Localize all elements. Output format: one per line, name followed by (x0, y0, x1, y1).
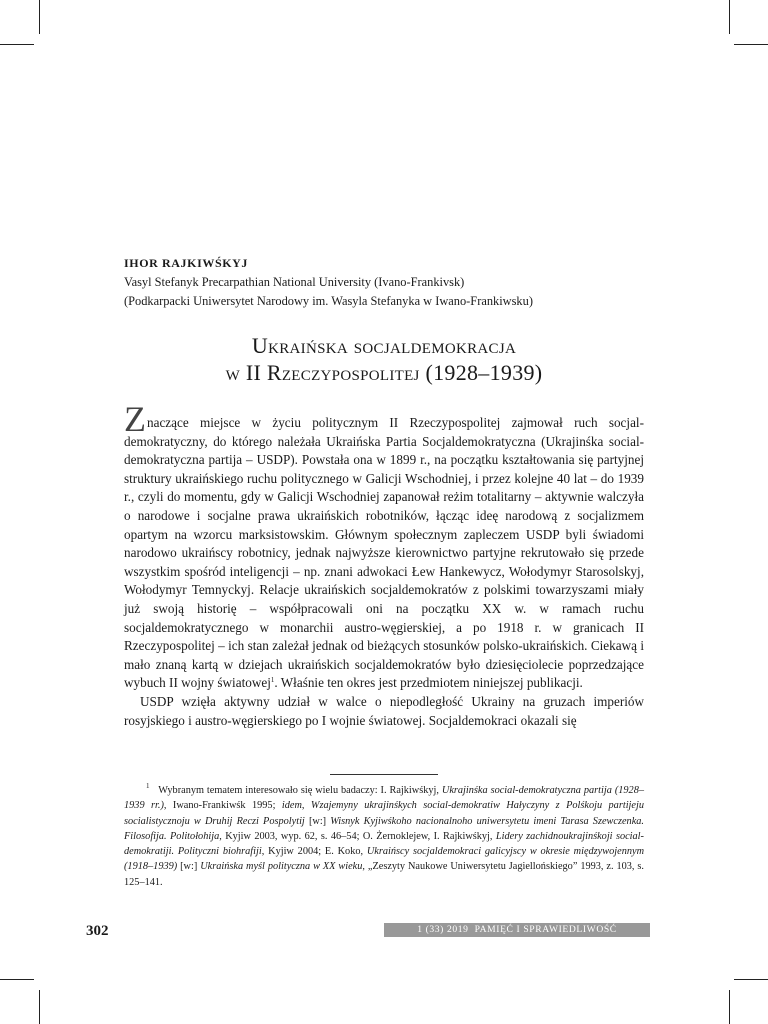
issue-number: 1 (33) 2019 (417, 924, 469, 935)
paragraph: USDP wzięła aktywny udział w walce o niepodległość Ukrainy na gruzach imperiów rosyjskiego i austro-węgierskiego po I wojnie światowej. Socjaldemokraci okazali się (124, 693, 644, 728)
paragraph-text: . Właśnie ten okres jest przedmiotem niniejszej publikacji. (274, 675, 583, 691)
footnote-mark: 1 (146, 782, 150, 790)
footnote-title: Ukrajinśka social-demokratyczna partija (1928–1939 rr.) (124, 785, 645, 812)
footnote-text: , Kyjiw 2004; E. Koko, (261, 846, 367, 858)
crop-mark (729, 0, 730, 34)
crop-mark (39, 990, 40, 1024)
footnote-text: [w:] (304, 815, 331, 827)
crop-mark (734, 44, 768, 45)
footnote-text: , „Zeszyty Naukowe Uniwersytetu Jagiellońskiego” 1993, z. 103, s. 125–141. (124, 861, 645, 888)
page-number: 302 (86, 923, 109, 939)
footnote-divider (330, 774, 438, 775)
footnote-text: , (301, 800, 311, 812)
footnote-text: , Iwano-Frankiwśk 1995; (163, 800, 282, 812)
paragraph (124, 399, 644, 693)
footnote-title: Ukraińscy socjaldemokraci galicyjscy w okresie międzywojennym (1918–1939) (124, 846, 645, 873)
crop-mark (729, 990, 730, 1024)
title-line-1: Ukraińska socjaldemokracja (251, 333, 517, 358)
article-body (124, 399, 644, 730)
footnote-text: [w:] (177, 861, 201, 873)
drop-cap: Z (124, 399, 146, 439)
article-title (100, 332, 668, 386)
footnote-text: , Kyjiw 2003, wyp. 62, s. 46–54; O. Żernoklejew, I. Rajkiwśkyj, (219, 830, 496, 842)
author-block (124, 254, 654, 311)
footnote-title: Wzajemyny ukrajinśkych social-demokratiw Hałyczyny z Polśkoju partijeju socialistycznoju w Druhij Reczi Pospolytij (124, 800, 644, 827)
author-affiliation-polish: (Podkarpacki Uniwersytet Narodowy im. Wasyla Stefanyka w Iwano-Frankiwsku) (124, 294, 533, 308)
journal-name: PAMIĘĆ I SPRAWIEDLIWOŚĆ (474, 924, 617, 935)
footnote-title: Wisnyk Kyjiwśkoho nacionalnoho uniwersytetu imeni Tarasa Szewczenka. Filosofija. Politołohija (124, 815, 644, 842)
author-name: IHOR RAJKIWŚKYJ (124, 256, 249, 270)
crop-mark (39, 0, 40, 34)
crop-mark (0, 979, 34, 980)
footnote-reference[interactable]: 1 (270, 676, 275, 685)
footnote-title: Ukraińska myśl polityczna w XX wieku (200, 861, 363, 873)
footnote-title: Lidery zachidnoukrajinśkoji social-demokratiji. Politycznі biohrafiji (124, 830, 644, 858)
footnote-text: Wybranym tematem interesowało się wielu badaczy: I. Rajkiwśkyj, (158, 785, 442, 796)
paragraph-text: naczące miejsce w życiu politycznym II Rzeczypospolitej zajmował ruch socjaldemokratyczny, do którego należała Ukraińska Partia Socjaldemokratyczna (Ukrajinśka social-demokratyczna partija – USDP). Powstała ona w 1899 r., na początku kształtowania się partyjnej struktury ukraińskiego ruchu politycznego w Galicji Wschodniej, i przez kolejne 40 lat – do 1939 r., czyli do momentu, gdy w Galicji Wschodniej zapanował reżim totalitarny – aktywnie walczyła o narodowe i socjalne prawa ukraińskich robotników, łącząc ideę narodową z socjalizmem opartym na wzorcu marksistowskim. Głównym społecznym zapleczem USDP byli świadomi narodowo ukraińscy robotnicy, jednak najwyższe kierownictwo partyjne rekrutowało się przede wszystkim spośród inteligencji – np. znani adwokaci Łew Hankewycz, Wołodymyr Starosolskyj, Wołodymyr Temnyckyj. Relacje ukraińskich socjaldemokratów z polskimi towarzyszami miały już swoją historię – współpracowali oni na początku XX w. w ramach ruchu socjaldemokratycznego w monarchii austro-węgierskiej, a po 1918 r. w granicach II Rzeczypospolitej – ich stan zależał jednak od bieżących stosunków polsko-ukraińskich. Ciekawą i mało znaną kartą w dziejach ukraińskich socjaldemokratów było dziesięciolecie poprzedzające wybuch II wojny światowej (124, 415, 644, 691)
footnote (124, 783, 644, 890)
author-affiliation: Vasyl Stefanyk Precarpathian National University (Ivano-Frankivsk) (124, 275, 465, 289)
crop-mark (0, 44, 34, 45)
crop-mark (734, 979, 768, 980)
title-line-2: w II Rzeczypospolitej (1928–1939) (225, 360, 543, 385)
journal-footer (384, 923, 650, 937)
footnote-title: idem (281, 800, 302, 812)
